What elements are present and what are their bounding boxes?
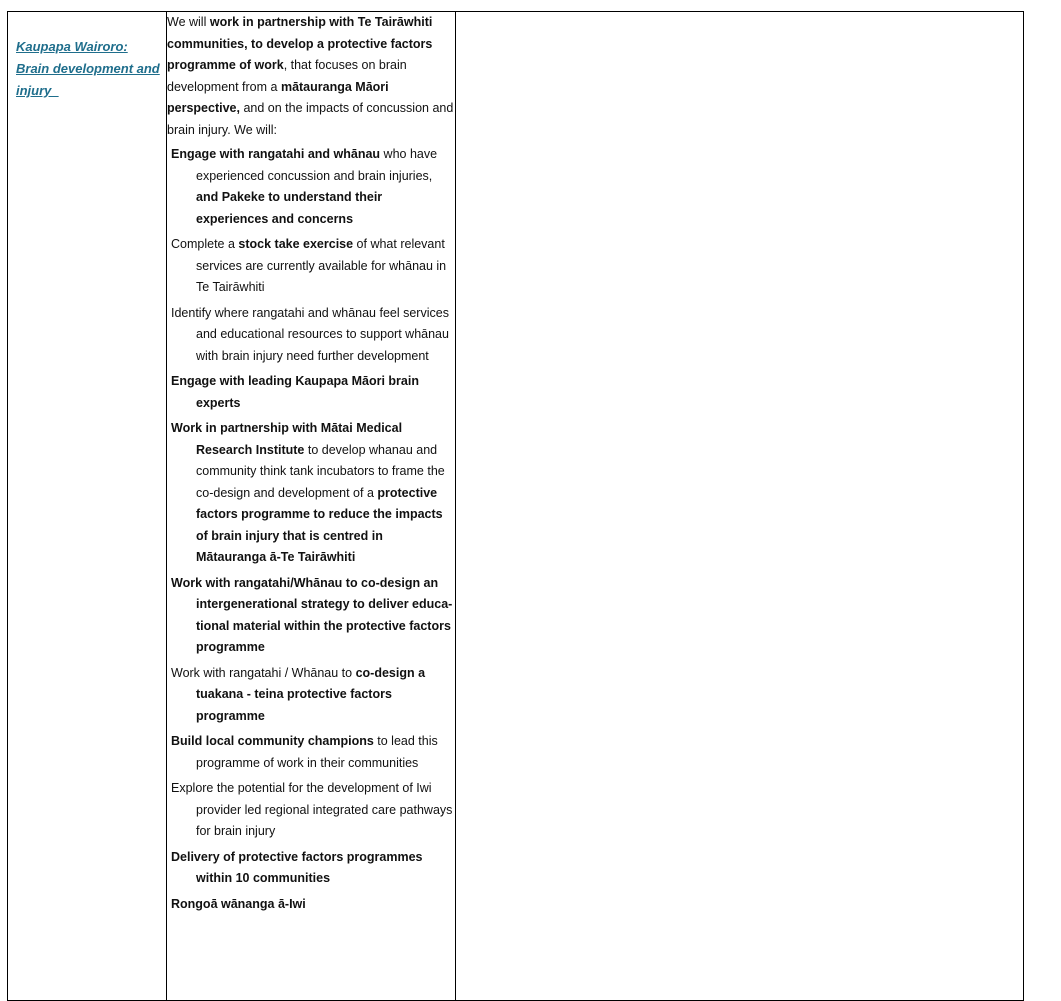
text-run: Rongoā wānanga ā-Iwi: [171, 896, 306, 911]
text-run: and on the impacts of concussion and brain injury. We will:: [167, 101, 454, 137]
list-item: [171, 663, 455, 728]
list-item: [171, 894, 455, 916]
text-run: Engage with leading Kaupapa Māori brain experts: [171, 374, 419, 410]
row-title-cell: [8, 12, 167, 1001]
list-item: [171, 144, 455, 230]
list-item: [171, 418, 455, 569]
document-table: [7, 11, 1024, 1001]
text-run: Complete a: [171, 237, 239, 251]
text-run: Build local community champions: [171, 734, 374, 748]
description-cell: [167, 12, 456, 1001]
text-run: work in partnership with Te Tairāwhiti communities, to develop a protective factors programme of work: [167, 15, 433, 72]
text-run: who have experienced concussion and brain injuries,: [196, 147, 438, 183]
table-row: [8, 12, 1024, 1001]
list-item: [171, 731, 455, 774]
text-run: Delivery of protective factors programmes within 10 communities: [171, 849, 423, 885]
list-item: [171, 847, 455, 890]
action-list: [167, 144, 455, 915]
text-run: , that focuses on brain development from a: [167, 58, 407, 94]
text-run: mātauranga Māori perspective,: [167, 79, 389, 115]
row-title: [16, 36, 160, 102]
list-item: [171, 778, 455, 843]
text-run: We will: [167, 15, 210, 29]
text-run: of what relevant services are currently available for whānau in Te Tairāwhiti: [196, 237, 447, 294]
text-run: Work with rangatahi/Whānau to co-design an intergenerational strategy to deliver educa-tional material within the protective factors programme: [171, 575, 453, 654]
row-title-text: Kaupapa Wairoro: Brain development and injury_: [16, 39, 160, 98]
text-run: Work with rangatahi / Whānau to: [171, 665, 356, 680]
intro-paragraph: [167, 12, 455, 141]
list-item: [171, 234, 455, 299]
text-run: to develop whanau and community think tank incubators to frame the co-design and development of a: [196, 442, 445, 500]
list-item: [171, 573, 455, 659]
list-item: [171, 303, 455, 368]
empty-cell: [456, 12, 1024, 1001]
text-run: Identify where rangatahi and whānau feel services and educational resources to support whānau with brain injury need further development: [171, 305, 449, 363]
text-run: stock take exercise: [238, 237, 354, 251]
text-run: Work in partnership with Mātai Medical Research Institute: [171, 421, 403, 457]
text-run: Explore the potential for the development of Iwi provider led regional integrated care pathways for brain injury: [171, 781, 453, 838]
text-run: and Pakeke to understand their experiences and concerns: [196, 190, 383, 226]
list-item: [171, 371, 455, 414]
text-run: to lead this programme of work in their communities: [196, 734, 438, 770]
text-run: Engage with rangatahi and whānau: [171, 147, 381, 161]
text-run: protective factors programme to reduce the impacts of brain injury that is centred in Mātauranga ā-Te Tairāwhiti: [196, 485, 443, 564]
text-run: co-design a tuakana - teina protective factors programme: [196, 665, 426, 723]
